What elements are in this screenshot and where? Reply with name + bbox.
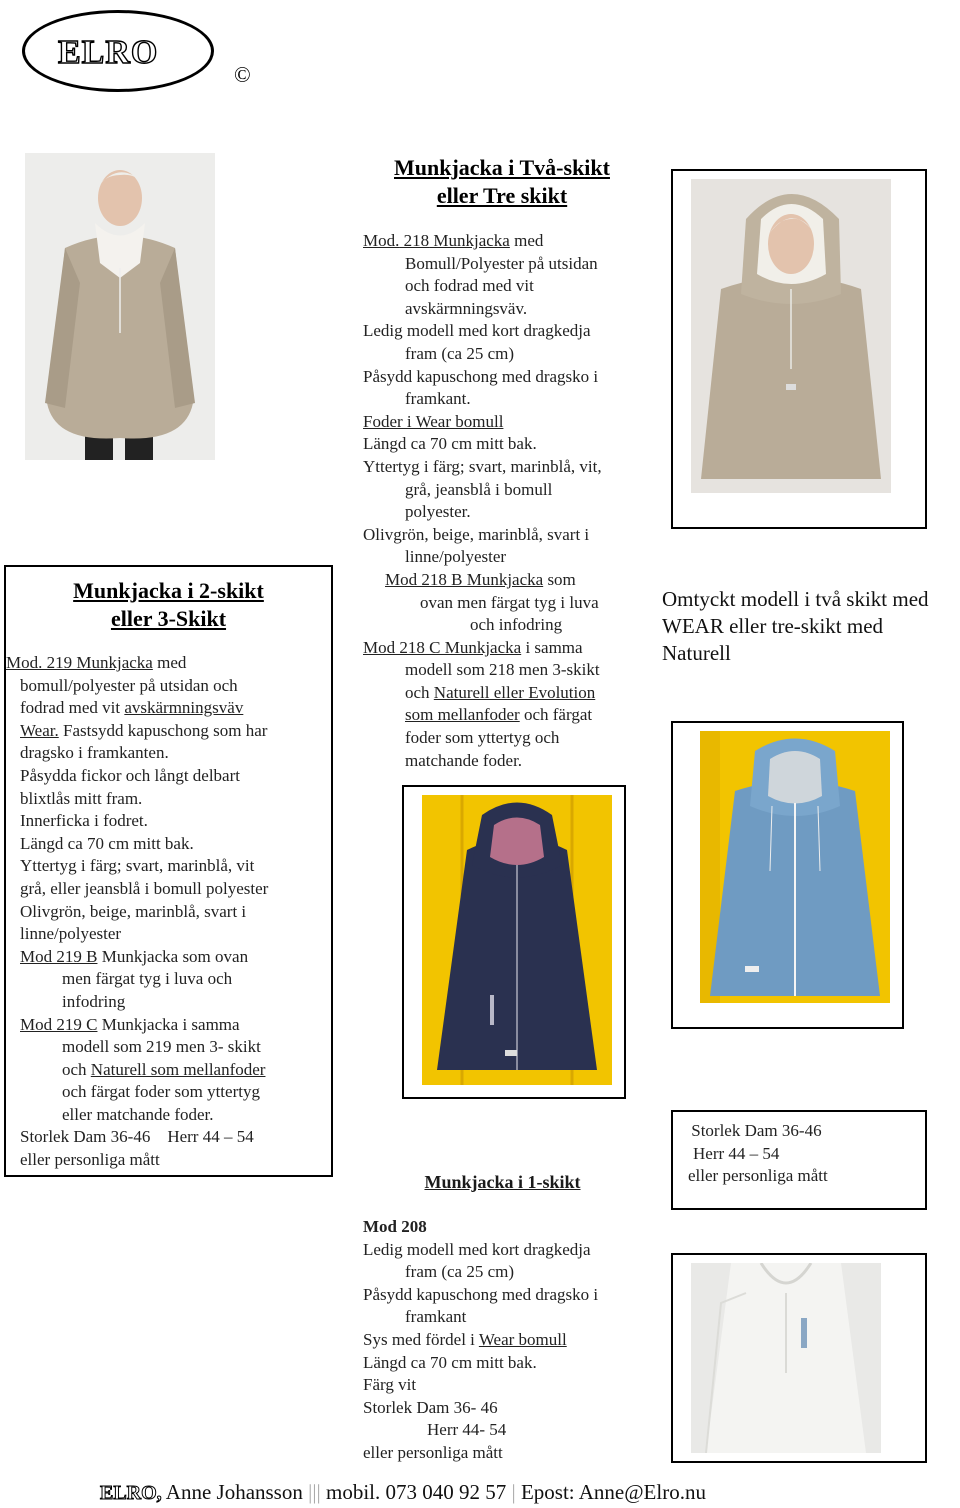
foder-wear-link[interactable]: Foder i Wear bomull [363, 411, 504, 431]
wear-link[interactable]: Wear. [20, 720, 59, 740]
right-size-box: Storlek Dam 36-46 Herr 44 – 54 eller personliga mått [671, 1110, 927, 1210]
footer-brand: ELRO, [100, 1482, 162, 1504]
navy-jacket-illustration [422, 795, 612, 1085]
mellanfoder-link[interactable]: som mellanfoder [405, 705, 520, 725]
photo-beige-hooded-box [671, 169, 927, 529]
middle-title: Munkjacka i Två-skikt eller Tre skikt [394, 155, 610, 208]
left-box-title: Munkjacka i 2-skikt eller 3-Skikt [73, 578, 264, 631]
one-layer-title: Munkjacka i 1-skikt [424, 1172, 581, 1192]
copyright-symbol: © [234, 62, 251, 87]
photo-denim-jacket-box [671, 721, 904, 1029]
logo-text: ELRO [58, 34, 159, 71]
mod-219c-link[interactable]: Mod 219 C [20, 1014, 98, 1034]
photo-white-jacket-box [671, 1253, 927, 1463]
avskarmningsvav-link[interactable]: avskärmningsväv [124, 698, 244, 718]
middle-body: Mod. 218 Munkjacka med Bomull/Polyester på utsidan och fodrad med vit avskärmningsväv. Ledig modell med kort dragkedja fram (ca 25 cm) Påsydd kapuschong med dragsko i framkant. Foder i Wear bomull Längd ca 70 cm mitt bak. Yttertyg i färg; svart, marinblå, vit, grå, jeansblå i bomull polyester. Olivgrön, beige, marinblå, svart i linne/polyester Mod 218 B Munkjacka som ovan men färgat tyg i luva och infodring Mod 218 C Munkjacka i samma modell som 218 men 3-skikt och Naturell eller Evolution som mellanfoder och färgat foder som yttertyg och matchande foder. [363, 231, 602, 770]
mod-218b-link[interactable]: Mod 218 B Munkjacka [385, 569, 544, 589]
mod-218c-link[interactable]: Mod 218 C Munkjacka [363, 637, 522, 657]
naturell-evolution-link[interactable]: Naturell eller Evolution [433, 682, 596, 702]
beige-hooded-illustration [691, 179, 891, 493]
left-info-box [4, 565, 333, 1177]
beige-jacket-illustration [25, 153, 215, 460]
wear-bomull-link[interactable]: Wear bomull [478, 1329, 567, 1349]
footer-name: Anne Johansson [161, 1480, 309, 1504]
footer-email[interactable]: Epost: Anne@Elro.nu [515, 1480, 706, 1504]
white-jacket-illustration [691, 1263, 881, 1453]
footer-phone: mobil. 073 040 92 57 [320, 1480, 512, 1504]
denim-jacket-illustration [700, 731, 890, 1003]
photo-navy-jacket-box [402, 785, 626, 1099]
mod-218-link[interactable]: 218 [399, 231, 430, 250]
one-layer-body: Mod 208 Ledig modell med kort dragkedja fram (ca 25 cm) Påsydd kapuschong med dragsko i framkant Sys med fördel i Wear bomull Längd ca 70 cm mitt bak. Färg vit Storlek Dam 36- 46 Herr 44- 54 eller personliga mått [363, 1217, 599, 1462]
mod-219-link[interactable]: Mod. 219 Munkjacka [6, 653, 153, 672]
footer: ELRO, Anne Johansson ||| mobil. 073 040 92 57 | Epost: Anne@Elro.nu [100, 1480, 706, 1504]
mod-219b-link[interactable]: Mod 219 B [20, 946, 98, 966]
naturell-link[interactable]: Naturell som mellanfoder [90, 1059, 266, 1079]
right-caption: Omtyckt modell i två skikt med WEAR eller tre-skikt med Naturell [662, 587, 929, 665]
left-box-body: Mod. 219 Munkjacka med bomull/polyester på utsidan och fodrad med vit avskärmningsväv Wear. Fastsydd kapuschong som har dragsko i framkanten. Påsydda fickor och långt delbart blixtlås mitt fram. Innerficka i fodret. Längd ca 70 cm mitt bak. Yttertyg i färg; svart, marinblå, vit grå, eller jeansblå i bomull polyester Olivgrön, beige, marinblå, svart i linne/polyester Mod 219 B Munkjacka som ovan men färgat tyg i luva och infodring Mod 219 C Munkjacka i samma modell som 219 men 3- skikt och Naturell som mellanfoder och färgat foder som yttertyg eller matchande foder. Storlek Dam 36-46 Herr 44 – 54 eller personliga mått [6, 653, 269, 1170]
photo-beige-jacket-219 [25, 153, 215, 460]
